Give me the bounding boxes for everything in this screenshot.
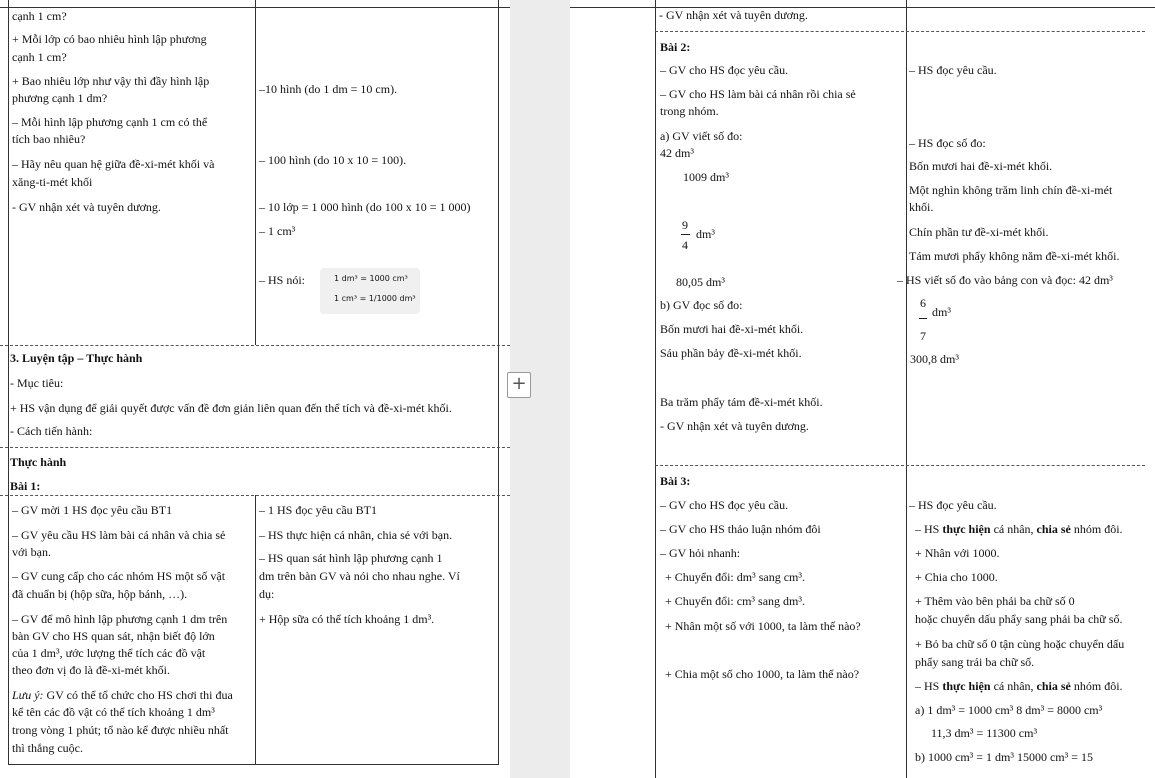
text-line: tích bao nhiêu?	[12, 132, 86, 146]
answer-line: + Nhân với 1000.	[915, 546, 1000, 560]
text-line: - Mục tiêu:	[10, 376, 64, 390]
answer-line: + Hộp sữa có thể tích khoảng 1 dm³.	[259, 612, 435, 626]
section-heading: 3. Luyện tập – Thực hành	[10, 351, 143, 365]
column-divider	[255, 495, 256, 765]
text-line: với bạn.	[12, 545, 52, 559]
text-line: thì thắng cuộc.	[12, 741, 83, 755]
fraction-bar	[919, 318, 927, 319]
text-line: + Nhân một số với 1000, ta làm thế nào?	[665, 619, 861, 633]
left-page	[0, 0, 510, 778]
note-label: Lưu ý:	[12, 688, 44, 702]
text-line: cạnh 1 cm?	[12, 50, 67, 64]
measure-value: 80,05 dm³	[676, 275, 725, 289]
text-line: + Chuyển đổi: cm³ sang dm³.	[665, 594, 805, 608]
unit: dm³	[696, 227, 715, 241]
answer-text: – HS	[915, 679, 943, 693]
answer-line: hoặc chuyển dấu phẩy sang phải ba chữ số.	[915, 612, 1123, 626]
measure-value: 42 dm³	[660, 146, 694, 160]
answer-line: Một nghìn không trăm linh chín đề-xi-mét	[909, 183, 1113, 197]
answer-line: b) 1000 cm³ = 1 dm³ 15000 cm³ = 15	[915, 750, 1093, 764]
answer-line: –10 hình (do 1 dm = 10 cm).	[259, 82, 398, 96]
table-bottom-border	[8, 764, 499, 765]
text-line: + Mỗi lớp có bao nhiêu hình lập phương	[12, 32, 207, 46]
column-divider	[255, 0, 256, 345]
fraction-bar	[681, 234, 690, 235]
answer-line: – HS thực hiện cá nhân, chia sẻ với bạn.	[259, 528, 453, 542]
text-line: – GV mời 1 HS đọc yêu cầu BT1	[12, 503, 173, 517]
text-line: đã chuẩn bị (hộp sữa, hộp bánh, …).	[12, 587, 188, 601]
answer-line: dụ:	[259, 587, 275, 601]
text-line: - GV nhận xét và tuyên dương.	[12, 200, 161, 214]
text-line: Sáu phần bảy đề-xi-mét khối.	[660, 346, 802, 360]
answer-text: nhóm đôi.	[1070, 679, 1123, 693]
text-line: + HS vận dụng để giải quyết được vấn đề đơn giản liên quan đến thể tích và đề-xi-mét khối.	[10, 401, 452, 415]
table-top-border	[570, 7, 1155, 8]
text-line: trong vòng 1 phút; tổ nào kể được nhiều nhất	[12, 723, 229, 737]
text-line: – GV cho HS đọc yêu cầu.	[660, 63, 789, 77]
measure-value: 1009 dm³	[683, 170, 729, 184]
text-line: Bốn mươi hai đề-xi-mét khối.	[660, 322, 804, 336]
text-line: – GV cho HS làm bài cá nhân rồi chia sẻ	[660, 87, 856, 101]
text-line: xăng-ti-mét khối	[12, 175, 93, 189]
answer-line: a) 1 dm³ = 1000 cm³ 8 dm³ = 8000 cm³	[915, 703, 1103, 717]
answer-line	[915, 679, 1123, 693]
answer-line: khối.	[909, 200, 934, 214]
row-divider	[655, 31, 1145, 32]
text-line: Ba trăm phẩy tám đề-xi-mét khối.	[660, 395, 823, 409]
answer-line: – 1 cm³	[259, 224, 296, 238]
text-line: - GV nhận xét và tuyên dương.	[660, 419, 809, 433]
text-line: – GV cho HS thảo luận nhóm đôi	[660, 522, 821, 536]
answer-line: + Bỏ ba chữ số 0 tận cùng hoặc chuyển dấu	[915, 637, 1125, 651]
fraction-denominator: 4	[682, 238, 688, 252]
answer-line: – HS đọc yêu cầu.	[909, 63, 997, 77]
fraction-numerator: 6	[920, 296, 926, 310]
answer-line: + Thêm vào bên phải ba chữ số 0	[915, 594, 1075, 608]
exercise-heading: Bài 1:	[10, 479, 41, 493]
text-line: của 1 dm³, ước lượng thể tích các đồ vật	[12, 646, 206, 660]
text-line: trong nhóm.	[660, 104, 719, 118]
exercise-heading: Bài 2:	[660, 40, 691, 54]
answer-line: Chín phần tư đề-xi-mét khối.	[909, 225, 1049, 239]
text-line: phương cạnh 1 dm?	[12, 91, 108, 105]
text-line: theo đơn vị đo là đề-xi-mét khối.	[12, 663, 170, 677]
formula-line: 1 cm³ = 1/1000 dm³	[334, 294, 416, 303]
fraction-numerator: 9	[682, 218, 688, 232]
answer-line: dm trên bàn GV và nói cho nhau nghe. Ví	[259, 569, 460, 583]
exercise-heading: Bài 3:	[660, 474, 691, 488]
answer-line: + Chia cho 1000.	[915, 570, 998, 584]
answer-line: – 1 HS đọc yêu cầu BT1	[259, 503, 377, 517]
answer-line: phẩy sang trái ba chữ số.	[915, 655, 1035, 669]
text-line: b) GV đọc số đo:	[660, 298, 743, 312]
row-divider	[0, 495, 510, 496]
answer-line: Tám mươi phẩy không năm đề-xi-mét khối.	[909, 249, 1120, 263]
text-line: a) GV viết số đo:	[660, 129, 743, 143]
answer-line	[915, 522, 1123, 536]
answer-bold: thực hiện	[942, 522, 991, 536]
text-line: – Hãy nêu quan hệ giữa đề-xi-mét khối và	[12, 157, 215, 171]
unit: dm³	[932, 305, 951, 319]
text-line: – GV để mô hình lập phương cạnh 1 dm trên	[12, 612, 228, 626]
answer-line: – HS viết số đo vào bảng con và đọc: 42 dm³	[897, 273, 1113, 287]
answer-text: cá nhân,	[990, 679, 1037, 693]
text-line: cạnh 1 cm?	[12, 9, 67, 23]
text-line: – GV cung cấp cho các nhóm HS một số vật	[12, 569, 226, 583]
answer-bold: chia sẻ	[1036, 522, 1071, 536]
answer-text: nhóm đôi.	[1070, 522, 1123, 536]
note-text: GV có thể tổ chức cho HS chơi thi đua	[43, 688, 233, 702]
row-divider	[655, 465, 1145, 466]
text-line: – GV cho HS đọc yêu cầu.	[660, 498, 789, 512]
table-border-left	[655, 0, 656, 778]
answer-line: – HS quan sát hình lập phương cạnh 1	[259, 551, 443, 565]
answer-bold: chia sẻ	[1036, 679, 1071, 693]
answer-text: cá nhân,	[990, 522, 1037, 536]
answer-line: – HS đọc số đo:	[909, 136, 986, 150]
table-border-left	[8, 0, 9, 765]
text-line: + Chuyển đổi: dm³ sang cm³.	[665, 570, 805, 584]
column-divider	[906, 0, 907, 778]
right-page	[570, 0, 1155, 778]
text-line: bàn GV cho HS quan sát, nhận biết độ lớn	[12, 629, 215, 643]
row-divider	[0, 345, 510, 346]
text-line: - GV nhận xét và tuyên dương.	[659, 8, 808, 22]
answer-line: – HS nói:	[259, 273, 306, 287]
text-line: + Bao nhiêu lớp như vậy thì đầy hình lập	[12, 74, 210, 88]
table-border-right	[498, 0, 499, 765]
text-line: + Chia một số cho 1000, ta làm thế nào?	[665, 667, 860, 681]
fraction-denominator: 7	[920, 329, 926, 343]
add-icon[interactable]: +	[507, 372, 531, 398]
answer-line: 11,3 dm³ = 11300 cm³	[931, 726, 1038, 740]
answer-bold: thực hiện	[942, 679, 991, 693]
text-line: – GV hỏi nhanh:	[660, 546, 741, 560]
table-top-border	[0, 7, 510, 8]
text-line: - Cách tiến hành:	[10, 424, 93, 438]
note-line	[12, 688, 233, 702]
text-line: – GV yêu cầu HS làm bài cá nhân và chia sẻ	[12, 528, 226, 542]
text-line: – Mỗi hình lập phương cạnh 1 cm có thể	[12, 115, 208, 129]
subheading: Thực hành	[10, 455, 67, 469]
measure-value: 300,8 dm³	[910, 352, 959, 366]
answer-line: – HS đọc yêu cầu.	[909, 498, 997, 512]
text-line: kể tên các đồ vật có thể tích khoảng 1 dm³	[12, 705, 215, 719]
formula-line: 1 dm³ = 1000 cm³	[334, 274, 408, 283]
answer-line: – 100 hình (do 10 x 10 = 100).	[259, 153, 407, 167]
answer-line: – 10 lớp = 1 000 hình (do 100 x 10 = 1 000)	[259, 200, 471, 214]
answer-text: – HS	[915, 522, 943, 536]
answer-line: Bốn mươi hai đề-xi-mét khối.	[909, 159, 1053, 173]
row-divider	[0, 447, 510, 448]
